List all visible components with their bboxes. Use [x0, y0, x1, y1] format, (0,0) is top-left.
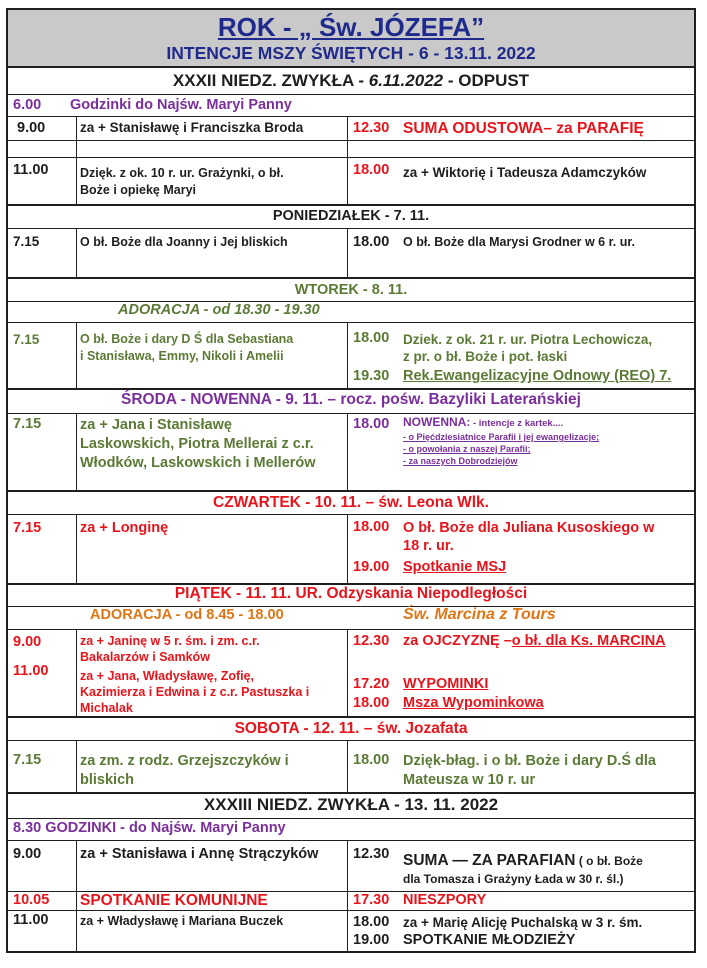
godzinki-text: 8.30 GODZINKI - do Najśw. Maryi Panny — [13, 820, 286, 836]
mass-time: 19.00 — [353, 559, 390, 575]
mass-intention: za zm. z rodz. Grzejszczyków i bliskich — [80, 753, 289, 788]
mass-time: 18.00 — [353, 416, 390, 432]
mass-time: 12.30 — [353, 846, 390, 862]
mass-time: 9.00 — [13, 634, 42, 650]
page-subtitle: INTENCJE MSZY ŚWIĘTYCH - 6 - 13.11. 2022 — [166, 43, 536, 63]
saint-note: Św. Marcina z Tours — [403, 606, 556, 623]
mass-time: 7.15 — [13, 752, 42, 768]
tuesday-heading: WTOREK - 8. 11. — [294, 282, 408, 298]
mass-intention: Rek.Ewangelizacyjne Odnowy (REO) 7. — [403, 368, 672, 384]
thursday-heading: CZWARTEK - 10. 11. – św. Leona Wlk. — [213, 494, 489, 511]
mass-intention: SUMA ODUSTOWA– za PARAFIĘ — [403, 120, 644, 137]
mass-intention: Dziek. z ok. 21 r. ur. Piotra Lechowicza, z pr. o bł. Boże i pot. łaski — [403, 332, 653, 364]
wednesday-heading: ŚRODA - NOWENNA - 9. 11. – rocz. pośw. Bazyliki Laterańskiej — [121, 391, 581, 408]
mass-intention: za OJCZYZNĘ –o bł. dla Ks. MARCINA — [403, 633, 666, 649]
sunday-2-heading: XXXIII NIEDZ. ZWYKŁA - 13. 11. 2022 — [203, 795, 499, 814]
mass-intention: Spotkanie MSJ — [403, 559, 507, 575]
godzinki-text: Godzinki do Najśw. Maryi Panny — [70, 97, 292, 113]
mass-intention: za + Janinę w 5 r. śm. i zm. c.r. Bakalarzów i Samków — [80, 634, 260, 664]
mass-intention: NIESZPORY — [403, 892, 487, 908]
mass-intention: WYPOMINKI — [403, 676, 489, 692]
schedule-frame — [6, 8, 696, 953]
mass-time: 18.00 — [353, 519, 390, 535]
mass-intention: SPOTKANIE KOMUNIJNE — [80, 892, 268, 909]
mass-time: 11.00 — [13, 912, 49, 928]
mass-intention: O bł. Boże dla Marysi Grodner w 6 r. ur. — [403, 235, 636, 249]
saturday-heading: SOBOTA - 12. 11. – św. Jozafata — [234, 720, 468, 737]
mass-time: 7.15 — [13, 520, 42, 536]
mass-time: 18.00 — [353, 695, 390, 711]
friday-heading: PIĄTEK - 11. 11. UR. Odzyskania Niepodległości — [174, 585, 528, 602]
mass-time: 18.00 — [353, 330, 390, 346]
mass-intention: Msza Wypominkowa — [403, 695, 544, 711]
mass-intention: O bł. Boże i dary D Ś dla Sebastiana i Stanisława, Emmy, Nikoli i Amelii — [80, 332, 294, 363]
mass-time: 18.00 — [353, 234, 390, 250]
godzinki-time: 6.00 — [13, 97, 42, 113]
mass-time: 17.30 — [353, 892, 390, 908]
mass-intention: za + Jana i Stanisławę Laskowskich, Piotra Mellerai z c.r. Włodków, Laskowskich i Mellerów — [80, 417, 316, 471]
adoracja-note: ADORACJA - od 8.45 - 18.00 — [90, 607, 284, 623]
mass-time: 18.00 — [353, 162, 390, 178]
mass-intention: za + Władysławę i Mariana Buczek — [80, 914, 284, 928]
nowenna-block: NOWENNA: - intencje z kartek.... - o Pięćdziesiatnice Parafii i jej ewangelizacje; - o powołania z naszej Parafii; - za naszych Dobrodziejów — [403, 415, 600, 466]
mass-intention: O bł. Boże dla Juliana Kusoskiego w 18 r. ur. — [403, 520, 655, 554]
mass-intention: za + Stanisławę i Franciszka Broda — [80, 120, 304, 135]
mass-intention: za + Jana, Władysławę, Zofię, Kazimierza i Edwina i z c.r. Pastuszka i Michalak — [80, 669, 310, 715]
mass-intention: SPOTKANIE MŁODZIEŻY — [403, 932, 576, 948]
mass-time: 7.15 — [13, 416, 42, 432]
mass-intention: za + Stanisława i Annę Strączyków — [80, 846, 319, 862]
mass-time: 12.30 — [353, 120, 390, 136]
mass-time: 19.30 — [353, 368, 390, 384]
mass-time: 7.15 — [13, 234, 40, 249]
sunday-1-heading: XXXII NIEDZ. ZWYKŁA - 6.11.2022 - ODPUST — [172, 71, 530, 90]
mass-time: 7.15 — [13, 332, 40, 347]
mass-time: 19.00 — [353, 932, 390, 948]
mass-intention: SUMA — ZA PARAFIAN ( o bł. Boże dla Tomasza i Grażyny Łada w 30 r. śl.) — [403, 852, 643, 886]
mass-time: 17.20 — [353, 676, 390, 692]
mass-time: 12.30 — [353, 633, 390, 649]
mass-time: 11.00 — [13, 663, 49, 679]
adoracja-note: ADORACJA - od 18.30 - 19.30 — [118, 302, 320, 318]
mass-intention: za + Longinę — [80, 520, 169, 536]
mass-intention: O bł. Boże dla Joanny i Jej bliskich — [80, 235, 288, 249]
mass-intention: Dzięk. z ok. 10 r. ur. Grażynki, o bł. Boże i opiekę Maryi — [80, 166, 284, 197]
page-title: ROK - „ Św. JÓZEFA” — [217, 12, 485, 42]
mass-intention: za + Marię Alicję Puchalską w 3 r. śm. — [403, 915, 643, 930]
mass-intention: Dzięk-błag. i o bł. Boże i dary D.Ś dla Mateusza w 10 r. ur — [403, 753, 656, 788]
mass-time: 11.00 — [13, 162, 49, 178]
mass-time: 10.05 — [13, 892, 50, 908]
mass-time: 9.00 — [13, 846, 42, 862]
monday-heading: PONIEDZIAŁEK - 7. 11. — [272, 208, 430, 224]
mass-time: 18.00 — [353, 752, 390, 768]
mass-time: 9.00 — [17, 120, 46, 136]
mass-time: 18.00 — [353, 914, 390, 930]
mass-intention: za + Wiktorię i Tadeusza Adamczyków — [403, 165, 647, 180]
